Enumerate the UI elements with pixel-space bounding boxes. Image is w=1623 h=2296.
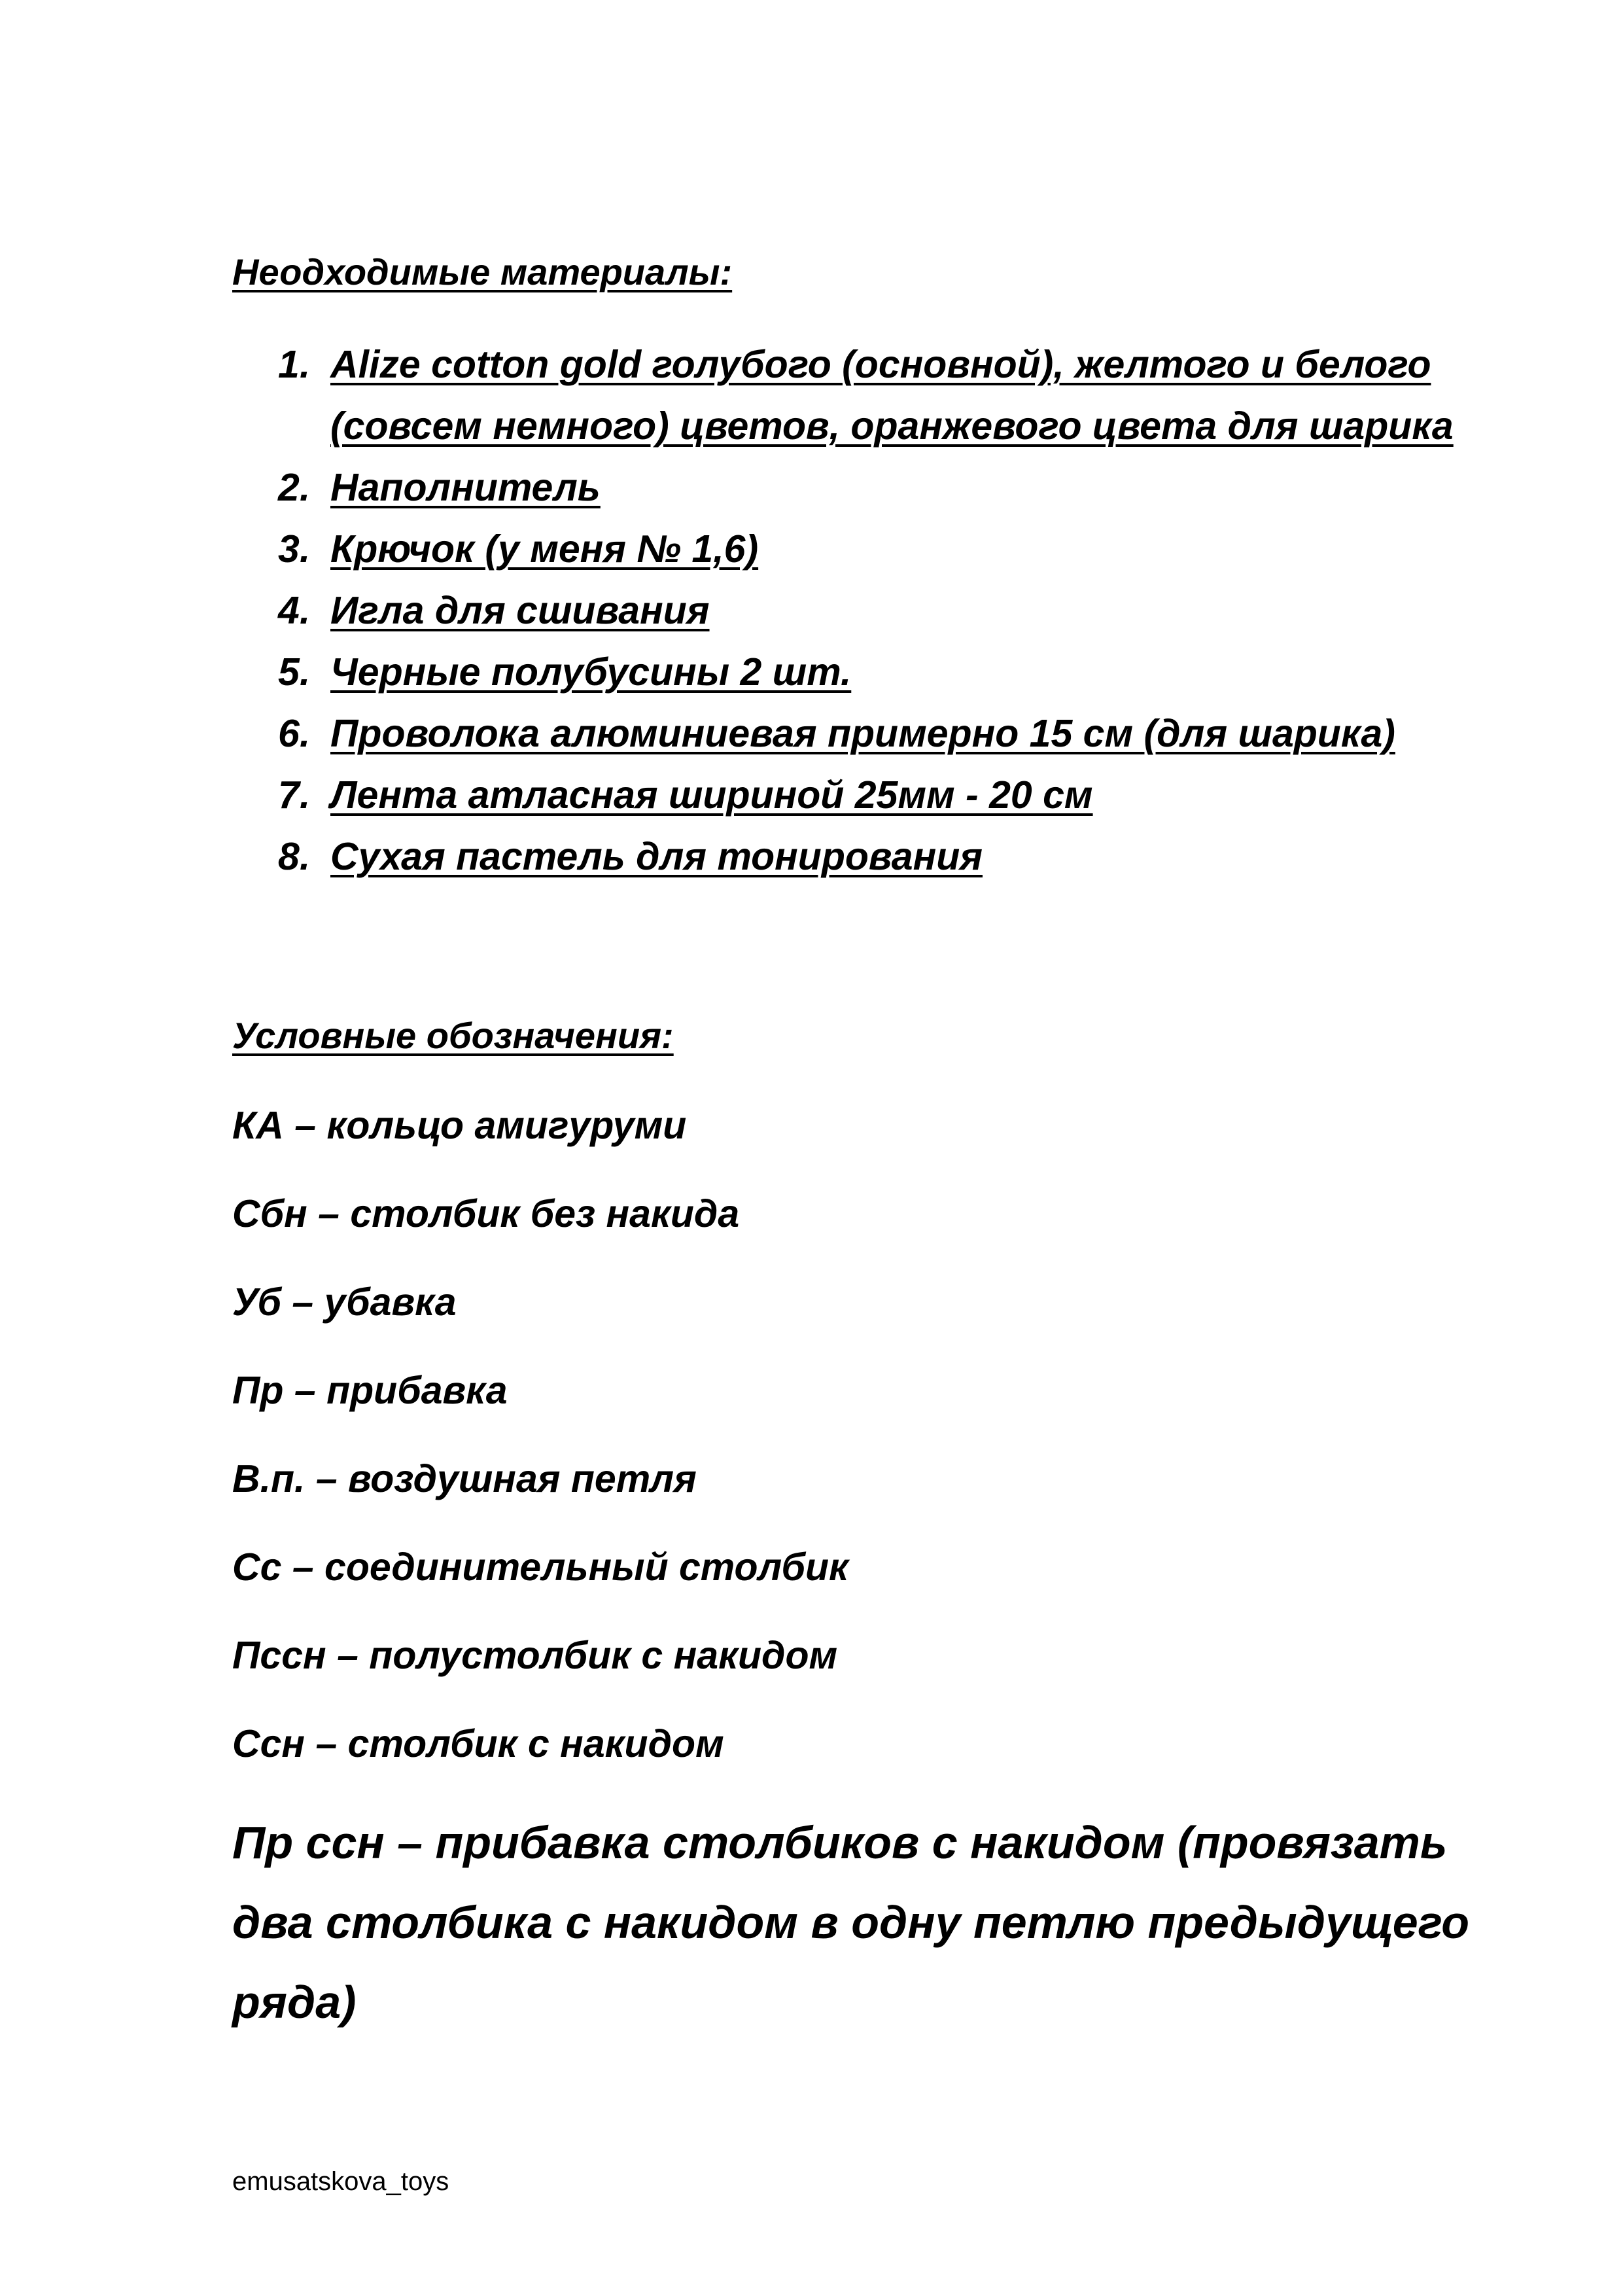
list-item: [232, 580, 1454, 641]
legend-item: В.п. – воздушная петля: [232, 1457, 697, 1500]
list-item: [232, 518, 1454, 580]
legend-item: Сбн – столбик без накида: [232, 1192, 740, 1235]
list-item: [232, 457, 1454, 518]
list-item-text: (совсем немного) цветов, оранжевого цвета для шарика: [330, 404, 1454, 448]
legend-item: Ссн – столбик с накидом: [232, 1722, 724, 1765]
legend-item: Пссн – полустолбик с накидом: [232, 1634, 838, 1677]
legend-item: КА – кольцо амигуруми: [232, 1104, 687, 1147]
list-item-number: 4.: [278, 589, 311, 632]
list-item-number: 6.: [278, 712, 311, 755]
list-item-number: 8.: [278, 835, 311, 878]
list-item: [232, 334, 1454, 457]
list-item-text: Игла для сшивания: [330, 589, 710, 632]
list-item: [232, 641, 1454, 703]
list-item-text: Черные полубусины 2 шт.: [330, 650, 852, 694]
list-item-text: Alize cotton gold голубого (основной), желтого и белого: [330, 343, 1431, 386]
materials-list: [232, 334, 1454, 887]
list-item-number: 5.: [278, 650, 311, 694]
legend-item: Пр – прибавка: [232, 1369, 508, 1412]
list-item: [232, 764, 1454, 826]
list-item-text: Наполнитель: [330, 466, 601, 509]
list-item-number: 3.: [278, 527, 311, 571]
list-item-number: 1.: [278, 343, 311, 386]
list-item-number: 2.: [278, 466, 311, 509]
list-item: [232, 703, 1454, 764]
footer-signature: emusatskova_toys: [232, 2167, 449, 2196]
list-item-text: Лента атласная шириной 25мм - 20 см: [330, 773, 1093, 817]
legend-note: Пр ссн – прибавка столбиков с накидом (провязать два столбика с накидом в одну петлю предыдущего ряда): [232, 1817, 1470, 2028]
list-item-text: Сухая пастель для тонирования: [330, 835, 983, 878]
list-item: [232, 826, 1454, 887]
list-item-number: 7.: [278, 773, 311, 817]
legend-heading: Условные обозначения:: [232, 1015, 674, 1056]
list-item-text: Крючок (у меня № 1,6): [330, 527, 759, 571]
list-item-text: Проволока алюминиевая примерно 15 см (для шарика): [330, 712, 1395, 755]
materials-heading: Неодходимые материалы:: [232, 251, 733, 292]
legend-item: Уб – убавка: [232, 1280, 457, 1324]
legend-item: Сс – соединительный столбик: [232, 1545, 848, 1589]
